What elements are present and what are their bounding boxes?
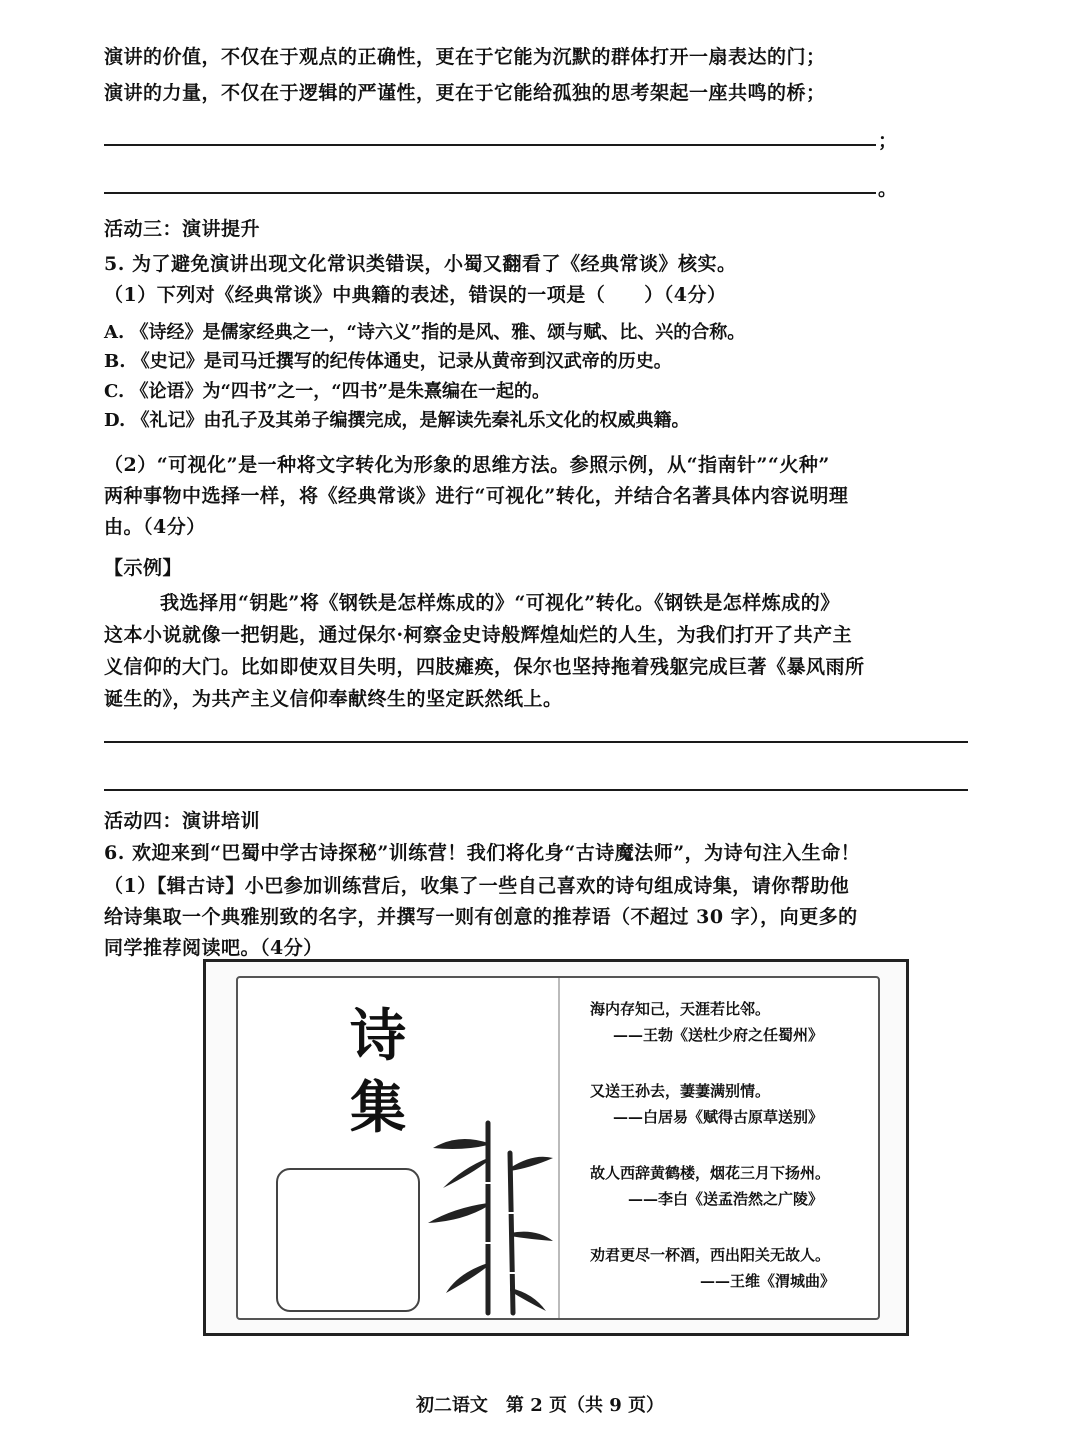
intro-line-2: 演讲的力量，不仅在于逻辑的严谨性，更在于它能给孤独的思考架起一座共鸣的桥；	[104, 82, 826, 104]
question-5-2-line-2: 两种事物中选择一样，将《经典常谈》进行“可视化”转化，并结合名著具体内容说明理	[104, 485, 849, 507]
question-6-1-line-1: （1）【辑古诗】小巴参加训练营后，收集了一些自己喜欢的诗句组成诗集，请你帮助他	[104, 875, 850, 897]
anthology-book	[203, 959, 909, 1336]
intro-line-1: 演讲的价值，不仅在于观点的正确性，更在于它能为沉默的群体打开一扇表达的门；	[104, 46, 826, 68]
option-a[interactable]: A. 《诗经》是儒家经典之一，“诗六义”指的是风、雅、颂与赋、比、兴的合称。	[104, 322, 746, 343]
poem-3-source: ——李白《送孟浩然之广陵》	[628, 1190, 824, 1208]
poem-4-line: 劝君更尽一杯酒，西出阳关无故人。	[590, 1246, 831, 1264]
question-5: 5. 为了避免演讲出现文化常识类错误，小蜀又翻看了《经典常谈》核实。	[104, 253, 737, 275]
anthology-title-char-2: 集	[350, 1075, 406, 1141]
question-6: 6. 欢迎来到“巴蜀中学古诗探秘”训练营！我们将化身“古诗魔法师”，为诗句注入生命！	[104, 842, 861, 864]
example-line-4: 诞生的》，为共产主义信仰奉献终生的坚定跃然纸上。	[104, 688, 563, 710]
question-6-1-line-2: 给诗集取一个典雅别致的名字，并撰写一则有创意的推荐语（不超过 30 字），向更多的	[104, 906, 858, 928]
answer-line-1[interactable]	[104, 144, 876, 146]
answer-line-2[interactable]	[104, 192, 876, 194]
anthology-title-char-1: 诗	[350, 1003, 406, 1069]
option-b[interactable]: B. 《史记》是司马迁撰写的纪传体通史，记录从黄帝到汉武帝的历史。	[104, 351, 672, 372]
anthology-name-blank[interactable]	[276, 1168, 420, 1312]
answer-line-1-end: ；	[878, 130, 898, 152]
bamboo-icon	[418, 1113, 558, 1318]
poem-4-source: ——王维《渭城曲》	[700, 1272, 836, 1290]
poem-1-line: 海内存知己，天涯若比邻。	[590, 1000, 771, 1018]
book-spine	[558, 978, 560, 1318]
answer-line-4[interactable]	[104, 789, 968, 791]
page-footer: 初二语文 第 2 页（共 9 页）	[415, 1395, 665, 1416]
option-d[interactable]: D. 《礼记》由孔子及其弟子编撰完成，是解读先秦礼乐文化的权威典籍。	[104, 410, 690, 431]
poem-2-source: ——白居易《赋得古原草送别》	[613, 1108, 824, 1126]
book-pages	[236, 976, 880, 1320]
poem-3-line: 故人西辞黄鹤楼，烟花三月下扬州。	[590, 1164, 831, 1182]
option-c[interactable]: C. 《论语》为“四书”之一，“四书”是朱熹编在一起的。	[104, 381, 550, 402]
activity3-heading: 活动三：演讲提升	[104, 218, 261, 240]
example-line-1: 我选择用“钥匙”将《钢铁是怎样炼成的》“可视化”转化。《钢铁是怎样炼成的》	[160, 592, 840, 614]
question-6-1-line-3: 同学推荐阅读吧。（4分）	[104, 937, 323, 959]
example-label: 【示例】	[104, 557, 183, 579]
example-line-2: 这本小说就像一把钥匙，通过保尔·柯察金史诗般辉煌灿烂的人生，为我们打开了共产主	[104, 624, 853, 646]
question-5-2-line-3: 由。（4分）	[104, 516, 206, 538]
poem-1-source: ——王勃《送杜少府之任蜀州》	[613, 1026, 824, 1044]
answer-line-3[interactable]	[104, 741, 968, 743]
question-5-2-line-1: （2）“可视化”是一种将文字转化为形象的思维方法。参照示例，从“指南针”“火种”	[104, 454, 830, 476]
activity4-heading: 活动四：演讲培训	[104, 810, 261, 832]
question-5-1: （1）下列对《经典常谈》中典籍的表述，错误的一项是（ ）（4分）	[104, 284, 727, 306]
answer-line-2-end: 。	[878, 178, 898, 200]
poem-2-line: 又送王孙去，萋萋满别情。	[590, 1082, 771, 1100]
example-line-3: 义信仰的大门。比如即使双目失明，四肢瘫痪，保尔也坚持拖着残躯完成巨著《暴风雨所	[104, 656, 865, 678]
